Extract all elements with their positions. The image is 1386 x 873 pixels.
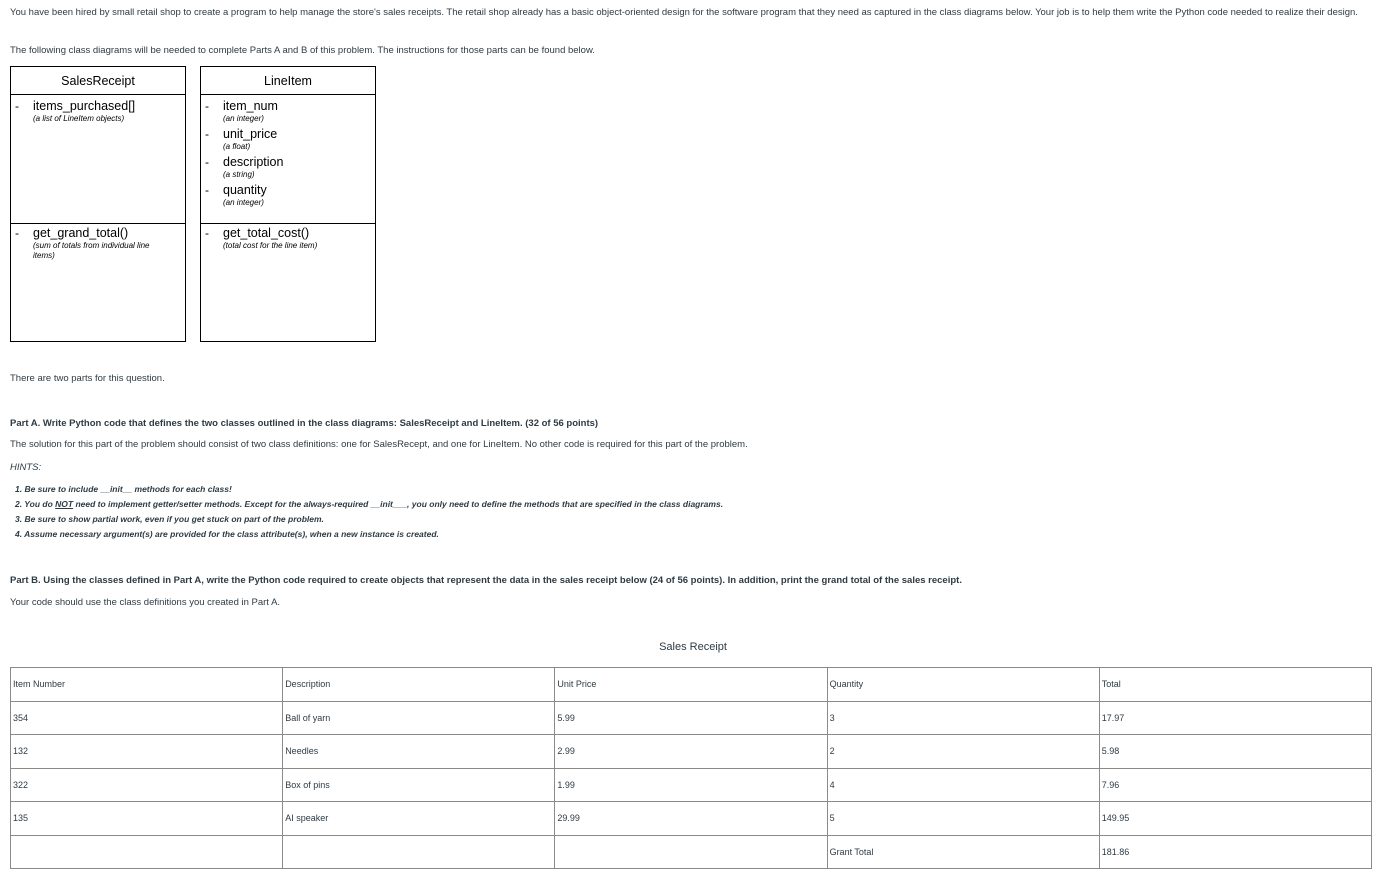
hint-3: 3. Be sure to show partial work, even if you get stuck on part of the problem. xyxy=(15,514,324,524)
grand-total-value: 181.86 xyxy=(1099,835,1371,869)
hint-1: 1. Be sure to include __init__ methods for each class! xyxy=(15,484,232,494)
grand-total-row xyxy=(11,835,1372,869)
cell-description: Ball of yarn xyxy=(283,701,555,735)
cell-quantity: 5 xyxy=(827,802,1099,836)
attribute-unit-price: - unit_price (a float) xyxy=(205,127,278,151)
header-description: Description xyxy=(283,668,555,702)
hints-list xyxy=(15,482,723,542)
part-b-heading: Part B. Using the classes defined in Part A, write the Python code required to create objects that represent the data in the sales receipt below (24 of 56 points). In addition, print the grand total of the sales receipt. xyxy=(10,575,962,586)
part-a-description: The solution for this part of the problem should consist of two class definitions: one for SalesRecept, and one for LineItem. No other code is required for this part of the problem. xyxy=(10,439,748,450)
method-get-total-cost: - get_total_cost() (total cost for the line item) xyxy=(205,226,318,250)
attribute-quantity: - quantity (an integer) xyxy=(205,183,267,207)
cell-quantity: 2 xyxy=(827,735,1099,769)
cell-total: 5.98 xyxy=(1099,735,1371,769)
table-row xyxy=(11,701,1372,735)
cell-item-number: 135 xyxy=(11,802,283,836)
cell-description: AI speaker xyxy=(283,802,555,836)
cell-item-number: 354 xyxy=(11,701,283,735)
attribute-description: - description (a string) xyxy=(205,155,284,179)
part-a-heading: Part A. Write Python code that defines the two classes outlined in the class diagrams: SalesReceipt and LineItem. (32 of 56 points) xyxy=(10,418,599,429)
hint-4: 4. Assume necessary argument(s) are provided for the class attribute(s), when a new instance is created. xyxy=(15,529,439,539)
header-unit-price: Unit Price xyxy=(555,668,827,702)
cell-total: 7.96 xyxy=(1099,768,1371,802)
attribute-item-num: - item_num (an integer) xyxy=(205,99,278,123)
header-total: Total xyxy=(1099,668,1371,702)
cell-unit-price: 5.99 xyxy=(555,701,827,735)
cell-item-number: 322 xyxy=(11,768,283,802)
hint-2: 2. You do NOT need to implement getter/setter methods. Except for the always-required __init___, you only need to define the methods that are specified in the class diagrams. xyxy=(15,499,724,509)
empty-cell xyxy=(11,835,283,869)
line-item-class-title: LineItem xyxy=(201,67,375,95)
intro-diagrams-note: The following class diagrams will be needed to complete Parts A and B of this problem. The instructions for those parts can be found below. xyxy=(10,45,595,56)
table-row xyxy=(11,735,1372,769)
cell-unit-price: 2.99 xyxy=(555,735,827,769)
sales-receipt-methods xyxy=(11,226,185,261)
table-header-row xyxy=(11,668,1372,702)
cell-quantity: 3 xyxy=(827,701,1099,735)
line-item-methods xyxy=(201,226,375,251)
grand-total-label: Grant Total xyxy=(827,835,1099,869)
hints-label: HINTS: xyxy=(10,462,42,473)
sales-receipt-class-title: SalesReceipt xyxy=(11,67,185,95)
attribute-items-purchased: - items_purchased[] (a list of LineItem objects) xyxy=(15,99,136,123)
cell-unit-price: 1.99 xyxy=(555,768,827,802)
cell-description: Needles xyxy=(283,735,555,769)
table-row xyxy=(11,802,1372,836)
method-get-grand-total: - get_grand_total() (sum of totals from individual line items) xyxy=(15,226,150,260)
sales-receipt-class-diagram xyxy=(10,66,186,342)
cell-total: 149.95 xyxy=(1099,802,1371,836)
sales-receipt-table xyxy=(10,667,1372,869)
header-item-number: Item Number xyxy=(11,668,283,702)
line-item-class-diagram xyxy=(200,66,376,342)
cell-unit-price: 29.99 xyxy=(555,802,827,836)
receipt-title: Sales Receipt xyxy=(659,641,727,653)
line-item-attributes xyxy=(201,99,375,224)
cell-quantity: 4 xyxy=(827,768,1099,802)
empty-cell xyxy=(555,835,827,869)
table-row xyxy=(11,768,1372,802)
sales-receipt-attributes xyxy=(11,99,185,224)
part-b-description: Your code should use the class definitions you created in Part A. xyxy=(10,597,281,608)
two-parts-note: There are two parts for this question. xyxy=(10,373,165,384)
intro-paragraph: You have been hired by small retail shop to create a program to help manage the store's sales receipts. The retail shop already has a basic object-oriented design for the software program that they need as captured in the class diagrams below. Your job is to help them write the Python code needed to realize their design. xyxy=(10,7,1358,18)
cell-total: 17.97 xyxy=(1099,701,1371,735)
empty-cell xyxy=(283,835,555,869)
cell-description: Box of pins xyxy=(283,768,555,802)
cell-item-number: 132 xyxy=(11,735,283,769)
header-quantity: Quantity xyxy=(827,668,1099,702)
